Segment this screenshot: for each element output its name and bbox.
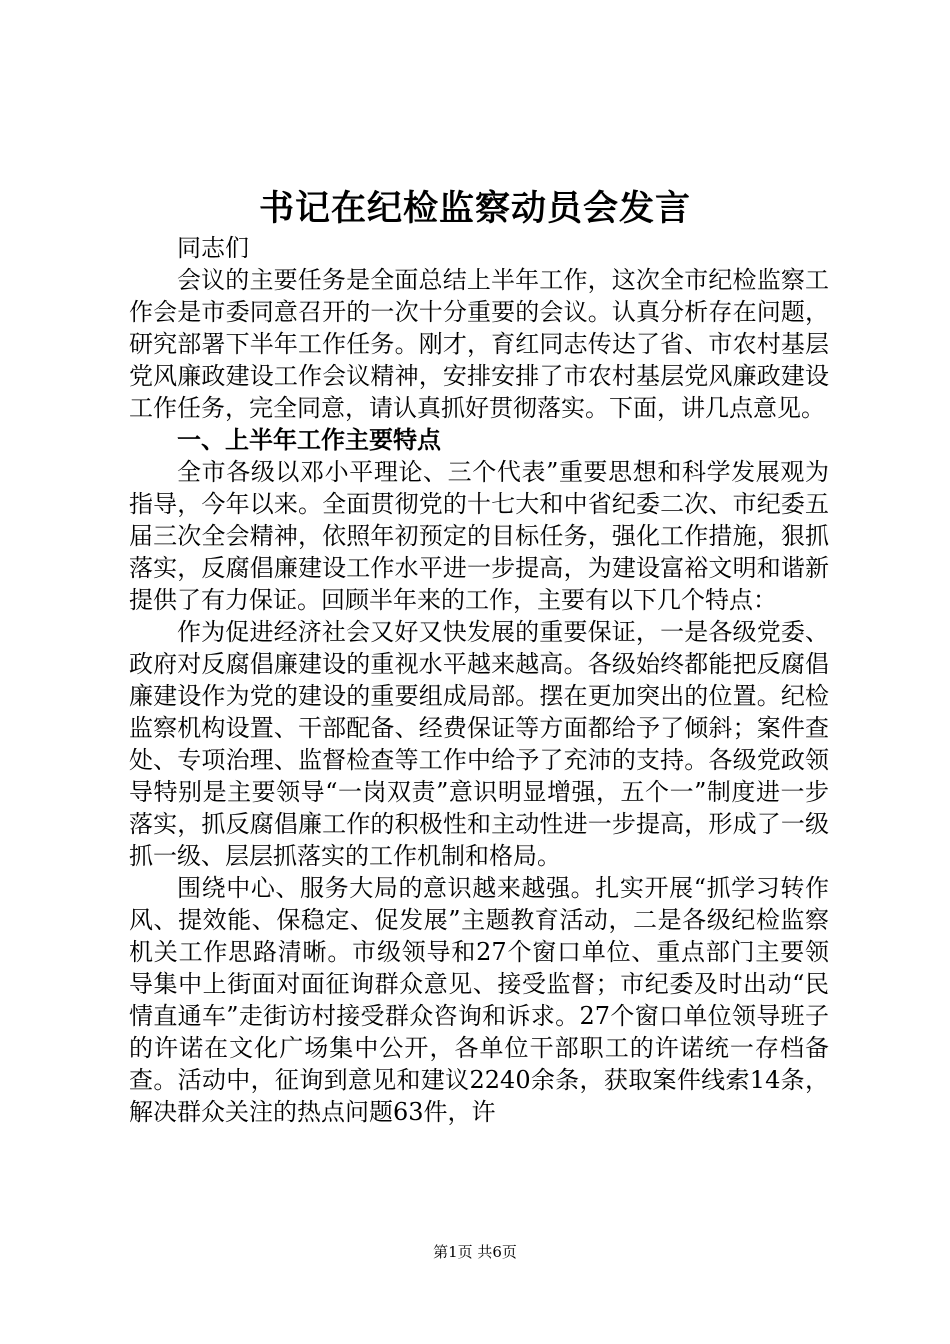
page-footer: 第1页 共6页 [433,1243,517,1261]
document-body [129,232,829,1128]
section-heading: 一、上半年工作主要特点 [177,425,441,454]
paragraph-overview: 全市各级以邓小平理论、三个代表”重要思想和科学发展观为指导，今年以来。全面贯彻党的十七大和中省纪委二次、市纪委五届三次全会精神，依照年初预定的目标任务，强化工作措施，狠抓落实，反腐倡廉建设工作水平进一步提高，为建设富裕文明和谐新提供了有力保证。回顾半年来的工作，主要有以下几个特点： [129,458,829,614]
paragraph-point-two: 围绕中心、服务大局的意识越来越强。扎实开展“抓学习转作风、提效能、保稳定、促发展”主题教育活动，二是各级纪检监察机关工作思路清晰。市级领导和27个窗口单位、重点部门主要领导集中上街面对面征询群众意见、接受监督；市纪委及时出动“民情直通车”走街访村接受群众咨询和诉求。27个窗口单位领导班子的许诺在文化广场集中公开，各单位干部职工的许诺统一存档备查。活动中，征询到意见和建议2240余条，获取案件线索14条，解决群众关注的热点问题63件，许 [129,874,829,1126]
page-title: 书记在纪检监察动员会发言 [258,188,691,229]
paragraph-intro: 会议的主要任务是全面总结上半年工作，这次全市纪检监察工作会是市委同意召开的一次十分重要的会议。认真分析存在问题，研究部署下半年工作任务。刚才，育红同志传达了省、市农村基层党风廉政建设工作会议精神，安排安排了市农村基层党风廉政建设工作任务，完全同意，请认真抓好贯彻落实。下面，讲几点意见。 [129,266,829,422]
salutation: 同志们 [177,234,249,262]
paragraph-point-one: 作为促进经济社会又好又快发展的重要保证，一是各级党委、政府对反腐倡廉建设的重视水平越来越高。各级始终都能把反腐倡廉建设作为党的建设的重要组成局部。摆在更加突出的位置。纪检监察机构设置、干部配备、经费保证等方面都给予了倾斜；案件查处、专项治理、监督检查等工作中给予了充沛的支持。各级党政领导特别是主要领导“一岗双责”意识明显增强，五个一”制度进一步落实，抓反腐倡廉工作的积极性和主动性进一步提高，形成了一级抓一级、层层抓落实的工作机制和格局。 [129,618,829,870]
